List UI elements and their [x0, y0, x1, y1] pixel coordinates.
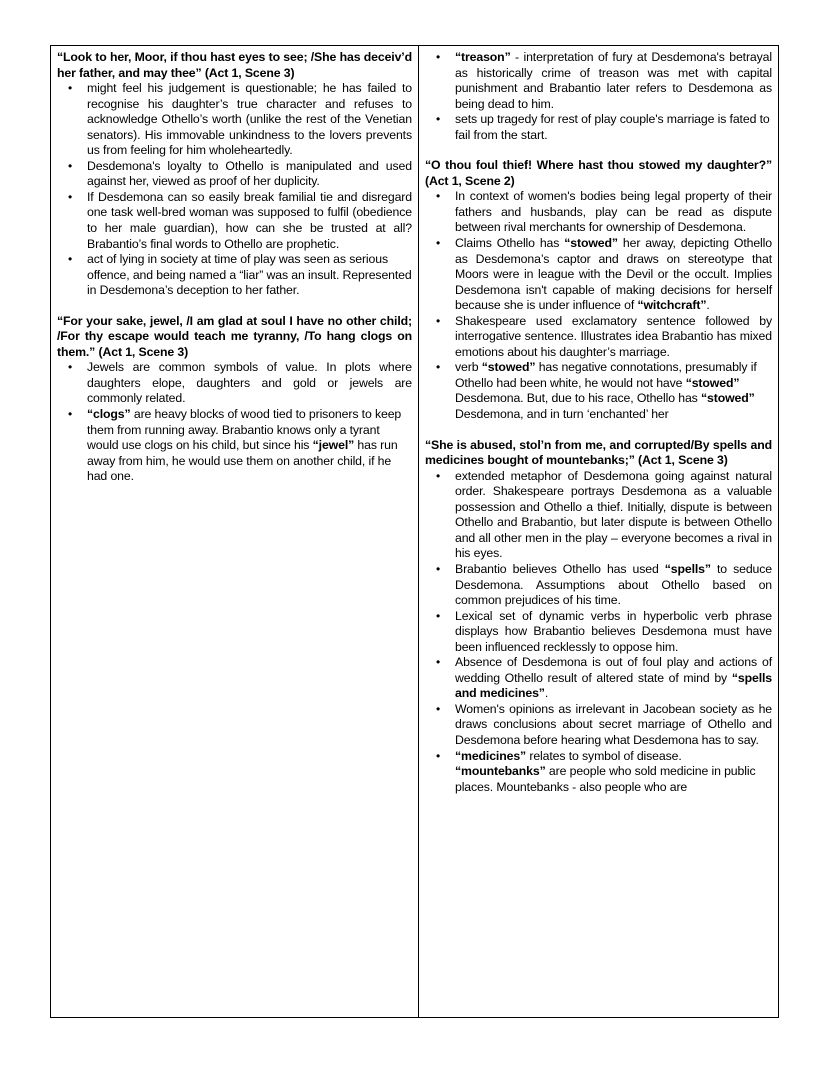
- analysis-point-list: [425, 189, 772, 422]
- table-cell-left-column: [51, 46, 419, 1017]
- quote-heading: “O thou foul thief! Where hast thou stowed my daughter?” (Act 1, Scene 2): [424, 158, 772, 188]
- list-item: • “treason” - interpretation of fury at Desdemona's betrayal as historically crime of treason was met with capital punishment and Brabantio later refers to Desdemona as being dead to him.: [425, 50, 772, 112]
- list-item: • Brabantio believes Othello has used “spells” to seduce Desdemona. Assumptions about Othello based on common prejudices of his time.: [425, 562, 772, 609]
- table-cell-right-column: [419, 46, 778, 1017]
- quote-heading: “She is abused, stol’n from me, and corrupted/By spells and medicines bought of mountebanks;” (Act 1, Scene 3): [424, 437, 772, 468]
- list-item: • If Desdemona can so easily break familial tie and disregard one task well-bred woman was supposed to fulfil (obedience to her male guardian), how can she be trusted at all? Brabantio’s final words to Othello are prophetic.: [57, 190, 412, 252]
- list-item: • Jewels are common symbols of value. In plots where daughters elope, daughters and gold or jewels are commonly related.: [57, 360, 412, 407]
- quote-heading: “Look to her, Moor, if thou hast eyes to see; /She has deceiv’d her father, and may thee” (Act 1, Scene 3): [57, 50, 412, 80]
- list-item: • act of lying in society at time of play was seen as serious offence, and being named a “liar” was an insult. Represented in Desdemona’s deception to her father.: [57, 252, 412, 299]
- list-item: • “medicines” relates to symbol of disease. “mountebanks” are people who sold medicine in public places. Mountebanks - also people who are: [425, 749, 772, 796]
- analysis-point-list: [57, 81, 412, 299]
- quote-heading: “For your sake, jewel, /I am glad at soul I have no other child; /For thy escape would teach me tyranny, /To hang clogs on them.” (Act 1, Scene 3): [57, 313, 412, 359]
- list-item: • verb “stowed” has negative connotations, presumably if Othello had been white, he would not have “stowed” Desdemona. But, due to his race, Othello has “stowed” Desdemona, and in turn ‘enchanted’ her: [425, 360, 772, 422]
- list-item: • Absence of Desdemona is out of foul play and actions of wedding Othello result of altered state of mind by “spells and medicines”.: [425, 655, 772, 702]
- list-item: • Claims Othello has “stowed” her away, depicting Othello as Desdemona’s captor and draws on stereotype that Moors were in league with the Devil or the occult. Implies Desdemona isn't capable of making decisions for herself because she is under influence of “witchcraft”.: [425, 236, 772, 314]
- list-item: • Women's opinions as irrelevant in Jacobean society as he draws conclusions about secret marriage of Othello and Desdemona before hearing what Desdemona has to say.: [425, 702, 772, 749]
- list-item: • extended metaphor of Desdemona going against natural order. Shakespeare portrays Desdemona as a valuable possession and Othello a thief. Initially, dispute is between Othello and Brabantio, but later dispute is between Othello and all other men in the play – everyone becomes a rival in his eyes.: [425, 469, 772, 562]
- list-item: • Desdemona's loyalty to Othello is manipulated and used against her, viewed as proof of her duplicity.: [57, 159, 412, 190]
- analysis-point-list: [425, 50, 772, 143]
- list-item: • Shakespeare used exclamatory sentence followed by interrogative sentence. Illustrates idea Brabantio has mixed emotions about his daughter’s marriage.: [425, 314, 772, 361]
- list-item: • Lexical set of dynamic verbs in hyperbolic verb phrase displays how Brabantio believes Desdemona must have been influenced recklessly to oppose him.: [425, 609, 772, 656]
- analysis-point-list: [57, 360, 412, 484]
- list-item: • “clogs” are heavy blocks of wood tied to prisoners to keep them from running away. Brabantio knows only a tyrant would use clogs on his child, but since his “jewel” has run away from him, he would use them on another child, if he had one.: [57, 407, 412, 485]
- list-item: • might feel his judgement is questionable; he has failed to recognise his daughter’s true character and refuses to acknowledge Othello’s worth (unlike the rest of the Venetian senators). His immovable unkindness to the lovers prevents us from feeling for him wholeheartedly.: [57, 81, 412, 159]
- list-item: • In context of women's bodies being legal property of their fathers and husbands, play can be read as dispute between rival merchants for ownership of Desdemona.: [425, 189, 772, 236]
- analysis-point-list: [425, 469, 772, 795]
- notes-table: [50, 45, 779, 1018]
- list-item: • sets up tragedy for rest of play couple's marriage is fated to fail from the start.: [425, 112, 772, 143]
